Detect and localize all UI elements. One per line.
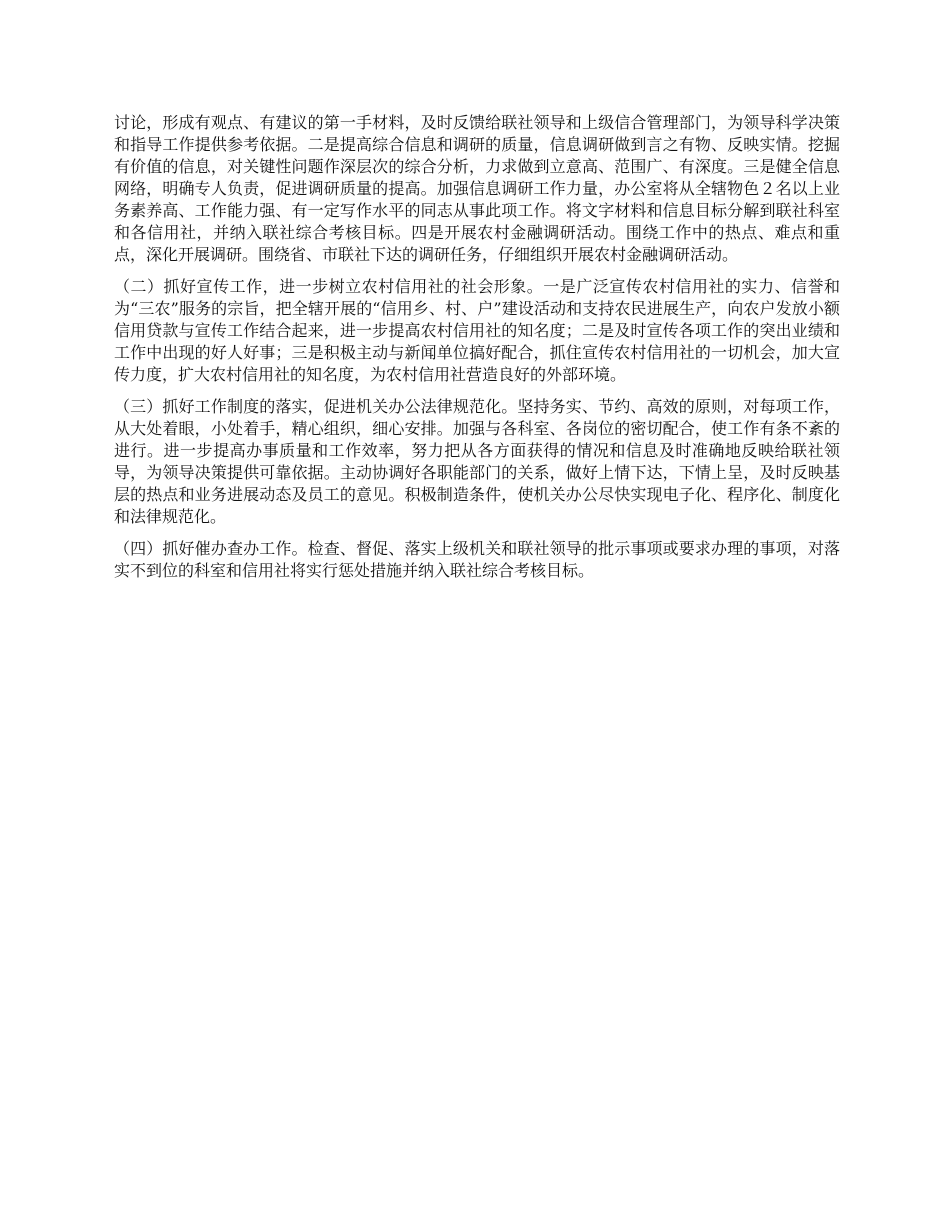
- paragraph-research-work: 讨论，形成有观点、有建议的第一手材料，及时反馈给联社领导和上级信合管理部门，为领导科学决策和指导工作提供参考依据。二是提高综合信息和调研的质量，信息调研做到言之有物、反映实情。挖掘有价值的信息，对关键性问题作深层次的综合分析，力求做到立意高、范围广、有深度。三是健全信息网络，明确专人负责，促进调研质量的提高。加强信息调研工作力量，办公室将从全辖物色２名以上业务素养高、工作能力强、有一定写作水平的同志从事此项工作。将文字材料和信息目标分解到联社科室和各信用社，并纳入联社综合考核目标。四是开展农村金融调研活动。围绕工作中的热点、难点和重点，深化开展调研。围绕省、市联社下达的调研任务，仔细组织开展农村金融调研活动。: [114, 113, 840, 264]
- paragraph-work-system: （三）抓好工作制度的落实，促进机关办公法律规范化。坚持务实、节约、高效的原则，对每项工作，从大处着眼，小处着手，精心组织，细心安排。加强与各科室、各岗位的密切配合，使工作有条不紊的进行。进一步提高办事质量和工作效率，努力把从各方面获得的情况和信息及时准确地反映给联社领导，为领导决策提供可靠依据。主动协调好各职能部门的关系，做好上情下达，下情上呈，及时反映基层的热点和业务进展动态及员工的意见。积极制造条件，使机关办公尽快实现电子化、程序化、制度化和法律规范化。: [114, 397, 840, 526]
- paragraph-supervision-work: （四）抓好催办查办工作。检查、督促、落实上级机关和联社领导的批示事项或要求办理的事项，对落实不到位的科室和信用社将实行惩处措施并纳入联社综合考核目标。: [114, 539, 840, 580]
- paragraph-publicity-work: （二）抓好宣传工作，进一步树立农村信用社的社会形象。一是广泛宣传农村信用社的实力、信誉和为“三农”服务的宗旨，把全辖开展的“信用乡、村、户”建设活动和支持农民进展生产，向农户发放小额信用贷款与宣传工作结合起来，进一步提高农村信用社的知名度；二是及时宣传各项工作的突出业绩和工作中出现的好人好事；三是积极主动与新闻单位搞好配合，抓住宣传农村信用社的一切机会，加大宣传力度，扩大农村信用社的知名度，为农村信用社营造良好的外部环境。: [114, 277, 840, 384]
- document-body: [114, 112, 840, 582]
